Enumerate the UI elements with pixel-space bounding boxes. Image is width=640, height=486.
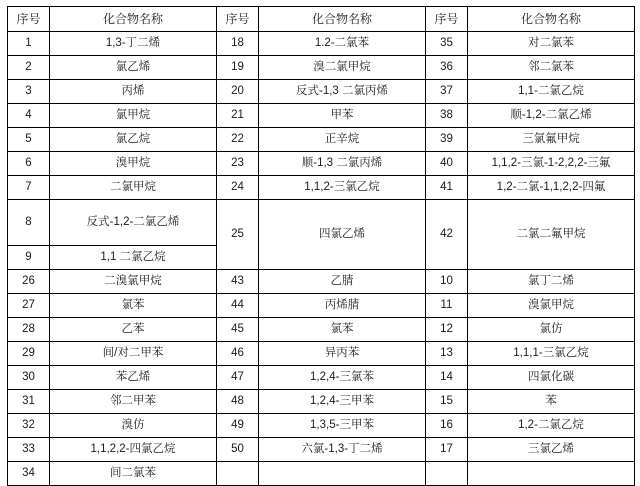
cell-index: 38 — [426, 104, 468, 128]
column-header-index-1: 序号 — [8, 7, 50, 32]
cell-compound-name: 邻二氯苯 — [468, 56, 635, 80]
cell-compound-name: 四氯乙烯 — [259, 200, 426, 270]
cell-compound-name: 1,1 二氯乙烷 — [50, 246, 217, 270]
cell-compound-name: 溴甲烷 — [50, 152, 217, 176]
cell-compound-name: 氯仿 — [468, 318, 635, 342]
cell-index: 29 — [8, 342, 50, 366]
cell-compound-name: 1,1-二氯乙烷 — [468, 80, 635, 104]
cell-index: 14 — [426, 366, 468, 390]
cell-compound-name: 1,2,4-三氯苯 — [259, 366, 426, 390]
table-row — [8, 80, 635, 104]
cell-compound-name: 苯 — [468, 390, 635, 414]
cell-index: 4 — [8, 104, 50, 128]
cell-compound-name: 氯乙烷 — [50, 128, 217, 152]
cell-index: 12 — [426, 318, 468, 342]
cell-index: 8 — [8, 200, 50, 246]
cell-compound-name: 1,1,2-三氯-1-2,2,2-三氟 — [468, 152, 635, 176]
cell-compound-name: 丙烯 — [50, 80, 217, 104]
table-row — [8, 200, 635, 246]
table-row — [8, 462, 635, 486]
cell-empty — [217, 462, 259, 486]
cell-index: 30 — [8, 366, 50, 390]
cell-compound-name: 1,2,4-三甲苯 — [259, 390, 426, 414]
cell-index: 49 — [217, 414, 259, 438]
table-row — [8, 104, 635, 128]
cell-index: 43 — [217, 270, 259, 294]
cell-compound-name: 二氯二氟甲烷 — [468, 200, 635, 270]
cell-index: 45 — [217, 318, 259, 342]
cell-empty — [426, 462, 468, 486]
cell-index: 47 — [217, 366, 259, 390]
cell-index: 3 — [8, 80, 50, 104]
cell-index: 18 — [217, 32, 259, 56]
cell-compound-name: 1,2-二氯乙烷 — [468, 414, 635, 438]
cell-compound-name: 氯甲烷 — [50, 104, 217, 128]
cell-index: 46 — [217, 342, 259, 366]
table-row — [8, 56, 635, 80]
column-header-index-2: 序号 — [217, 7, 259, 32]
cell-empty — [468, 462, 635, 486]
cell-empty — [259, 462, 426, 486]
cell-index: 21 — [217, 104, 259, 128]
cell-index: 15 — [426, 390, 468, 414]
cell-index: 10 — [426, 270, 468, 294]
table-row — [8, 342, 635, 366]
cell-index: 11 — [426, 294, 468, 318]
cell-compound-name: 1,1,1-三氯乙烷 — [468, 342, 635, 366]
cell-index: 1 — [8, 32, 50, 56]
cell-compound-name: 反式-1,3 二氯丙烯 — [259, 80, 426, 104]
cell-index: 17 — [426, 438, 468, 462]
cell-compound-name: 1,1,2-三氯乙烷 — [259, 176, 426, 200]
cell-compound-name: 对二氯苯 — [468, 32, 635, 56]
cell-compound-name: 1,3-丁二烯 — [50, 32, 217, 56]
cell-compound-name: 1,2-二氯-1,1,2,2-四氟 — [468, 176, 635, 200]
table-header-row — [8, 7, 635, 32]
cell-compound-name: 二氯甲烷 — [50, 176, 217, 200]
cell-index: 35 — [426, 32, 468, 56]
cell-compound-name: 氯苯 — [259, 318, 426, 342]
cell-index: 36 — [426, 56, 468, 80]
cell-index: 33 — [8, 438, 50, 462]
cell-compound-name: 反式-1,2-二氯乙烯 — [50, 200, 217, 246]
cell-index: 48 — [217, 390, 259, 414]
cell-index: 22 — [217, 128, 259, 152]
cell-compound-name: 乙腈 — [259, 270, 426, 294]
cell-compound-name: 乙苯 — [50, 318, 217, 342]
table-row — [8, 438, 635, 462]
cell-compound-name: 二溴氯甲烷 — [50, 270, 217, 294]
column-header-name-2: 化合物名称 — [259, 7, 426, 32]
cell-index: 6 — [8, 152, 50, 176]
cell-index: 34 — [8, 462, 50, 486]
cell-index: 19 — [217, 56, 259, 80]
cell-compound-name: 邻二甲苯 — [50, 390, 217, 414]
cell-index: 41 — [426, 176, 468, 200]
cell-compound-name: 间/对二甲苯 — [50, 342, 217, 366]
cell-compound-name: 溴二氯甲烷 — [259, 56, 426, 80]
cell-index: 26 — [8, 270, 50, 294]
table-row — [8, 32, 635, 56]
cell-index: 9 — [8, 246, 50, 270]
cell-index: 31 — [8, 390, 50, 414]
cell-compound-name: 溴氯甲烷 — [468, 294, 635, 318]
cell-compound-name: 1,1,2,2-四氯乙烷 — [50, 438, 217, 462]
cell-index: 7 — [8, 176, 50, 200]
cell-index: 28 — [8, 318, 50, 342]
cell-index: 42 — [426, 200, 468, 270]
table-row — [8, 152, 635, 176]
table-body — [8, 7, 635, 486]
cell-index: 44 — [217, 294, 259, 318]
cell-compound-name: 顺-1,3 二氯丙烯 — [259, 152, 426, 176]
table-row — [8, 366, 635, 390]
column-header-name-1: 化合物名称 — [50, 7, 217, 32]
cell-compound-name: 异丙苯 — [259, 342, 426, 366]
cell-index: 16 — [426, 414, 468, 438]
cell-compound-name: 四氯化碳 — [468, 366, 635, 390]
cell-compound-name: 1.2-二氯苯 — [259, 32, 426, 56]
cell-compound-name: 顺-1,2-二氯乙烯 — [468, 104, 635, 128]
cell-index: 32 — [8, 414, 50, 438]
cell-index: 50 — [217, 438, 259, 462]
cell-compound-name: 甲苯 — [259, 104, 426, 128]
cell-index: 40 — [426, 152, 468, 176]
table-row — [8, 390, 635, 414]
column-header-index-3: 序号 — [426, 7, 468, 32]
cell-index: 20 — [217, 80, 259, 104]
cell-compound-name: 氯苯 — [50, 294, 217, 318]
cell-index: 23 — [217, 152, 259, 176]
table-row — [8, 318, 635, 342]
table-row — [8, 294, 635, 318]
cell-index: 27 — [8, 294, 50, 318]
cell-compound-name: 三氯氟甲烷 — [468, 128, 635, 152]
table-row — [8, 176, 635, 200]
cell-compound-name: 正辛烷 — [259, 128, 426, 152]
cell-index: 37 — [426, 80, 468, 104]
cell-index: 2 — [8, 56, 50, 80]
cell-compound-name: 1,3,5-三甲苯 — [259, 414, 426, 438]
cell-compound-name: 苯乙烯 — [50, 366, 217, 390]
column-header-name-3: 化合物名称 — [468, 7, 635, 32]
cell-compound-name: 氯乙烯 — [50, 56, 217, 80]
cell-index: 5 — [8, 128, 50, 152]
cell-index: 39 — [426, 128, 468, 152]
cell-compound-name: 氯丁二烯 — [468, 270, 635, 294]
cell-compound-name: 六氯-1,3-丁二烯 — [259, 438, 426, 462]
cell-index: 25 — [217, 200, 259, 270]
cell-compound-name: 三氯乙烯 — [468, 438, 635, 462]
cell-index: 13 — [426, 342, 468, 366]
table-row — [8, 128, 635, 152]
cell-compound-name: 溴仿 — [50, 414, 217, 438]
cell-index: 24 — [217, 176, 259, 200]
cell-compound-name: 丙烯腈 — [259, 294, 426, 318]
table-row — [8, 414, 635, 438]
table-row — [8, 270, 635, 294]
compound-table — [7, 6, 635, 486]
cell-compound-name: 间二氯苯 — [50, 462, 217, 486]
